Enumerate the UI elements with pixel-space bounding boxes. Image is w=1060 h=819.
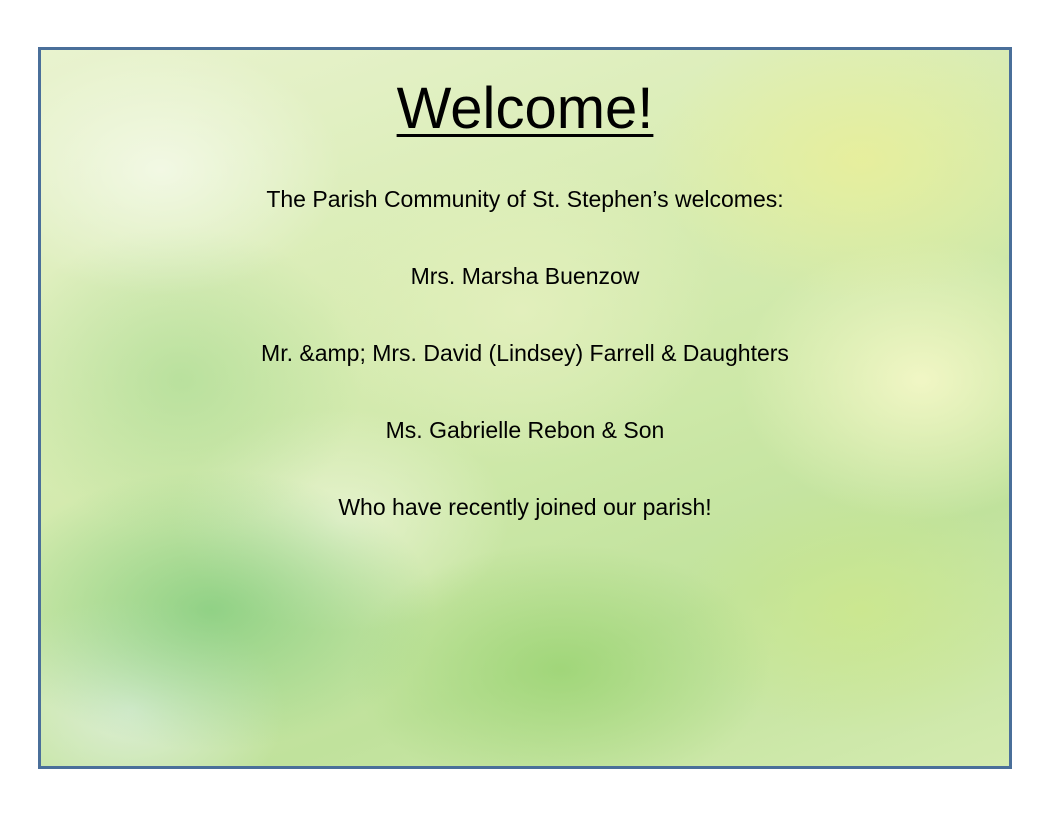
welcome-content [41,50,1009,522]
intro-text: The Parish Community of St. Stephen’s welcomes: [266,186,784,212]
welcomed-name: Mr. &amp; Mrs. David (Lindsey) Farrell & Daughters [261,340,789,366]
welcomed-name: Ms. Gabrielle Rebon & Son [385,417,665,443]
welcomed-name: Mrs. Marsha Buenzow [410,263,640,289]
closing-text: Who have recently joined our parish! [338,494,712,520]
page-title: Welcome! [396,76,654,141]
welcome-card [38,47,1012,769]
